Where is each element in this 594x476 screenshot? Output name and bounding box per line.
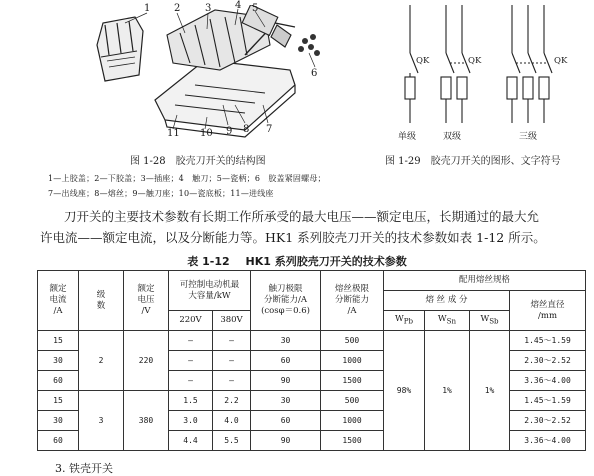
knife-switch-symbols	[400, 5, 570, 135]
callout-5: 5	[252, 3, 259, 14]
callout-1: 1	[144, 3, 151, 14]
table-cell: —	[213, 331, 251, 351]
callout-11: 11	[167, 128, 180, 139]
table-cell: 2.30～2.52	[510, 351, 586, 371]
qk-label-single: QK	[416, 56, 430, 66]
table-cell: 500	[321, 391, 384, 411]
header-w-sb: $W_{Sb}$	[470, 311, 510, 331]
table-cell: 4.4	[169, 431, 213, 451]
pole-label-double: 双级	[443, 132, 462, 142]
table-cell: 3.36～4.00	[510, 371, 586, 391]
callout-8: 8	[243, 124, 250, 135]
next-section-heading: 3. 铁壳开关	[55, 462, 113, 475]
table-cell: 90	[251, 431, 321, 451]
figure-area	[0, 0, 594, 200]
header-380v: 380V	[213, 311, 251, 331]
table-cell: 30	[38, 411, 79, 431]
table-title-text: HK1 系列胶壳刀开关的技术参数	[245, 255, 407, 268]
callout-7: 7	[266, 124, 273, 135]
qk-label-triple: QK	[554, 56, 568, 66]
voltage-group-2: 380	[124, 391, 169, 451]
header-fuse-limit: 熔丝极限 分断能力 /A	[321, 271, 384, 331]
table-cell: 1000	[321, 411, 384, 431]
table-number: 表 1-12	[187, 255, 230, 268]
table-cell: 1.5	[169, 391, 213, 411]
poles-group-1: 2	[79, 331, 124, 391]
table-cell: 1500	[321, 371, 384, 391]
header-fuse-diameter: 熔丝直径 /mm	[510, 291, 586, 331]
table-row	[38, 331, 586, 351]
figure-1-28-legend-line2: 7—出线座；8—熔丝；9—触刀座；10—瓷底板；11—进线座	[48, 189, 274, 198]
table-cell: 1500	[321, 431, 384, 451]
table-cell: 30	[251, 391, 321, 411]
table-cell: 2.2	[213, 391, 251, 411]
header-rated-current: 额定 电流 /A	[38, 271, 79, 331]
header-poles: 级 数	[79, 271, 124, 331]
qk-label-double: QK	[468, 56, 482, 66]
table-cell: —	[169, 351, 213, 371]
header-fuse-spec: 配用熔丝规格	[384, 271, 586, 291]
callout-2: 2	[174, 3, 181, 14]
figure-1-29-caption: 图 1-29 胶壳刀开关的图形、文字符号	[385, 156, 561, 167]
figure-1-28-caption: 图 1-28 胶壳刀开关的结构图	[130, 156, 266, 167]
header-motor-power: 可控制电动机最 大容量/kW	[169, 271, 251, 311]
composition-sn: 1%	[425, 331, 470, 451]
table-cell: —	[213, 351, 251, 371]
table-cell: —	[169, 371, 213, 391]
table-cell: 60	[251, 411, 321, 431]
table-cell: —	[213, 371, 251, 391]
pole-label-single: 单级	[398, 132, 417, 142]
table-cell: 4.0	[213, 411, 251, 431]
table-cell: 90	[251, 371, 321, 391]
table-cell: 3.0	[169, 411, 213, 431]
table-cell: 60	[251, 351, 321, 371]
table-cell: 60	[38, 431, 79, 451]
table-cell: 2.30～2.52	[510, 411, 586, 431]
header-w-pb: $W_{Pb}$	[384, 311, 425, 331]
poles-group-2: 3	[79, 391, 124, 451]
paragraph-line-1: 刀开关的主要技术参数有长期工作所承受的最大电压——额定电压，长期通过的最大允	[64, 209, 540, 224]
table-cell: 3.36～4.00	[510, 431, 586, 451]
spec-table	[37, 270, 586, 451]
table-title	[0, 253, 594, 269]
table-cell: 500	[321, 331, 384, 351]
table-cell: 30	[251, 331, 321, 351]
body-paragraph	[40, 206, 580, 248]
figure-1-28-legend-line1: 1—上胶盖；2—下胶盖；3—插座；4 触刀；5—瓷柄；6 胶盖紧固螺母；	[48, 174, 326, 183]
table-cell: 30	[38, 351, 79, 371]
table-cell: 60	[38, 371, 79, 391]
table-cell: 1000	[321, 351, 384, 371]
callout-10: 10	[200, 128, 213, 139]
table-cell: —	[169, 331, 213, 351]
header-rated-voltage: 额定 电压 /V	[124, 271, 169, 331]
table-cell: 1.45～1.59	[510, 391, 586, 411]
callout-9: 9	[226, 126, 233, 137]
header-fuse-composition: 熔 丝 成 分	[384, 291, 510, 311]
composition-sb: 1%	[470, 331, 510, 451]
table-cell: 5.5	[213, 431, 251, 451]
table-cell: 1.45～1.59	[510, 331, 586, 351]
table-cell: 15	[38, 331, 79, 351]
table-cell: 15	[38, 391, 79, 411]
callout-4: 4	[235, 0, 242, 11]
callout-6: 6	[311, 68, 318, 79]
voltage-group-1: 220	[124, 331, 169, 391]
composition-pb: 98%	[384, 331, 425, 451]
header-blade-limit: 触刀极限 分断能力/A (cosφ＝0.6)	[251, 271, 321, 331]
pole-label-triple: 三级	[519, 132, 538, 142]
paragraph-line-2: 许电流——额定电流，以及分断能力等。HK1 系列胶壳刀开关的技术参数如表 1-12 所示。	[40, 230, 546, 245]
header-220v: 220V	[169, 311, 213, 331]
header-w-sn: $W_{Sn}$	[425, 311, 470, 331]
callout-3: 3	[205, 3, 212, 14]
